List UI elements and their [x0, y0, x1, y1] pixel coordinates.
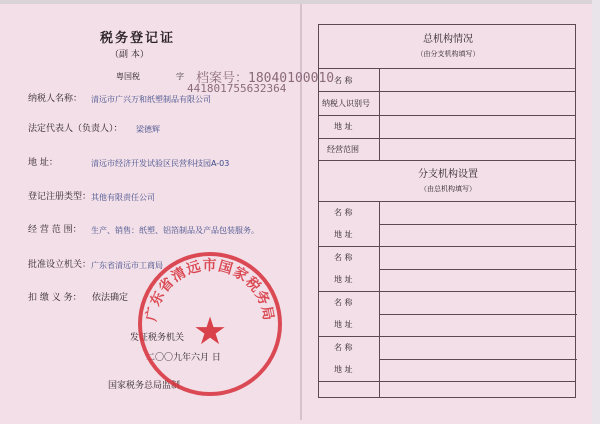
seal-star-icon: ★ [192, 309, 228, 353]
hq-row-name: 名 称 [334, 76, 353, 85]
certificate-title: 税务登记证 [100, 31, 176, 46]
branch-2-name-label: 名 称 [334, 253, 353, 262]
issue-date: 二〇〇九年六月 日 [146, 353, 221, 363]
supervisor-note: 国家税务总局监制 [108, 381, 181, 391]
archive-number: 档案号：18040100010 [196, 71, 335, 86]
hq-row-address: 地 址 [334, 122, 353, 131]
field-value-registration-type: 其他有限责任公司 [91, 193, 155, 202]
branch-3-address-label: 地 址 [334, 320, 353, 329]
scan-frame-right [592, 0, 600, 424]
copy-type: （副 本） [110, 50, 149, 60]
field-value-approval-authority: 广东省清远市工商局 [91, 261, 163, 270]
organization-table [318, 24, 576, 398]
seal-text: 广东省清远市国家税务局 [143, 258, 277, 323]
branch-3-name-label: 名 称 [334, 298, 353, 307]
field-value-withholding-obligation: 依法确定 [92, 293, 129, 303]
branch-subtitle: （由总机构填写） [420, 185, 476, 193]
field-label-withholding-obligation: 扣 缴 义 务： [28, 293, 82, 303]
field-value-address: 清远市经济开发试验区民营科技园A-03 [91, 159, 230, 168]
tax-office-label: 粤国税 [116, 72, 140, 81]
field-label-approval-authority: 批准设立机关： [28, 260, 92, 270]
field-value-business-scope: 生产、销售：纸塑、铝箔制品及产品包装服务。 [91, 226, 259, 235]
registration-code: 441801755632364 [187, 82, 287, 95]
branch-1-name-label: 名 称 [334, 208, 353, 217]
field-label-taxpayer-name: 纳税人名称： [28, 94, 83, 104]
hq-title: 总机构情况 [423, 34, 473, 45]
issuer-label: 发证税务机关 [130, 333, 185, 343]
branch-title: 分支机构设置 [418, 169, 478, 180]
field-label-legal-representative: 法定代表人（负责人）： [28, 124, 123, 134]
hq-subtitle: （由分支机构填写） [416, 50, 480, 58]
hq-row-business-scope: 经营范围 [327, 145, 359, 154]
field-label-registration-type: 登记注册类型： [28, 192, 92, 202]
field-value-taxpayer-name: 清远市广兴万和纸塑制品有限公司 [91, 95, 211, 104]
field-label-address: 地 址： [28, 158, 58, 168]
branch-4-name-label: 名 称 [334, 343, 353, 352]
branch-1-address-label: 地 址 [334, 230, 353, 239]
field-value-legal-representative: 梁德辉 [136, 125, 160, 134]
tax-char: 字 [176, 72, 184, 81]
branch-2-address-label: 地 址 [334, 275, 353, 284]
field-label-business-scope: 经 营 范 围： [28, 225, 82, 235]
branch-4-address-label: 地 址 [334, 365, 353, 374]
hq-row-tax-id: 纳税人识别号 [322, 99, 370, 108]
official-seal [134, 248, 286, 400]
